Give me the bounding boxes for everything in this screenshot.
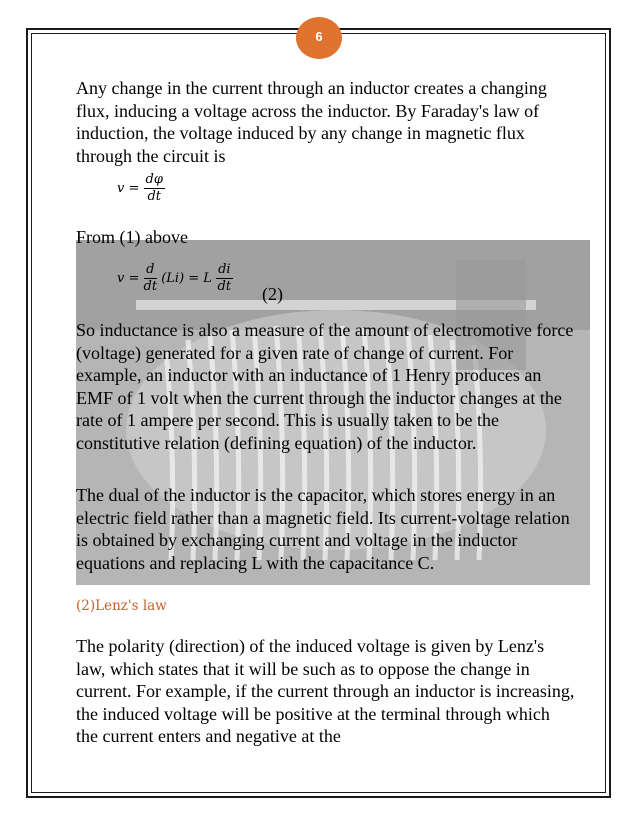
equation-2 <box>117 262 233 295</box>
eq2-denominator-1: dt <box>143 279 158 294</box>
paragraph-capacitor-dual: The dual of the inductor is the capacitor, which stores energy in an electric field rather than a magnetic field. Its current-voltage relation is obtained by exchanging current and voltage in the inductor equations and replacing L with the capacitance C. <box>76 485 570 573</box>
page-number-badge: 6 <box>296 17 342 59</box>
eq2-fraction-1 <box>144 262 158 295</box>
eq1-denominator: dt <box>147 189 161 204</box>
paragraph-from-above: From (1) above <box>76 227 188 247</box>
paragraph-faraday: Any change in the current through an inductor creates a changing flux, inducing a voltage across the inductor. By Faraday's law of induction, the voltage induced by any change in magnetic flux through the circuit is <box>76 78 547 166</box>
eq1-numerator: dφ <box>145 172 163 187</box>
paragraph-lenz-polarity: The polarity (direction) of the induced voltage is given by Lenz's law, which states that it will be such as to oppose the change in current. For example, if the current through an inductor is increasing, the induced voltage will be positive at the terminal through which the current enters and negative at the <box>76 636 575 746</box>
section-heading-lenz: (2)Lenz's law <box>76 598 167 614</box>
eq2-numerator-1: d <box>144 262 158 279</box>
equation-2-label: (2) <box>262 284 283 304</box>
eq2-fraction-2 <box>216 262 232 295</box>
paragraph-inductance-measure: So inductance is also a measure of the amount of electromotive force (voltage) generated for a given rate of change of current. For example, an inductor with an inductance of 1 Henry produces an EMF of 1 volt when the current through the inductor changes at the rate of 1 ampere per second. This is usually taken to be the constitutive relation (defining equation) of the inductor. <box>76 320 574 453</box>
eq2-numerator-2: di <box>218 262 231 277</box>
eq1-fraction <box>144 172 165 205</box>
eq2-middle: (Li) = L <box>161 271 212 286</box>
eq2-denominator-2: dt <box>217 279 232 294</box>
eq1-lhs: v = <box>117 181 140 196</box>
eq2-lhs: v = <box>117 271 140 286</box>
equation-1 <box>117 172 165 205</box>
